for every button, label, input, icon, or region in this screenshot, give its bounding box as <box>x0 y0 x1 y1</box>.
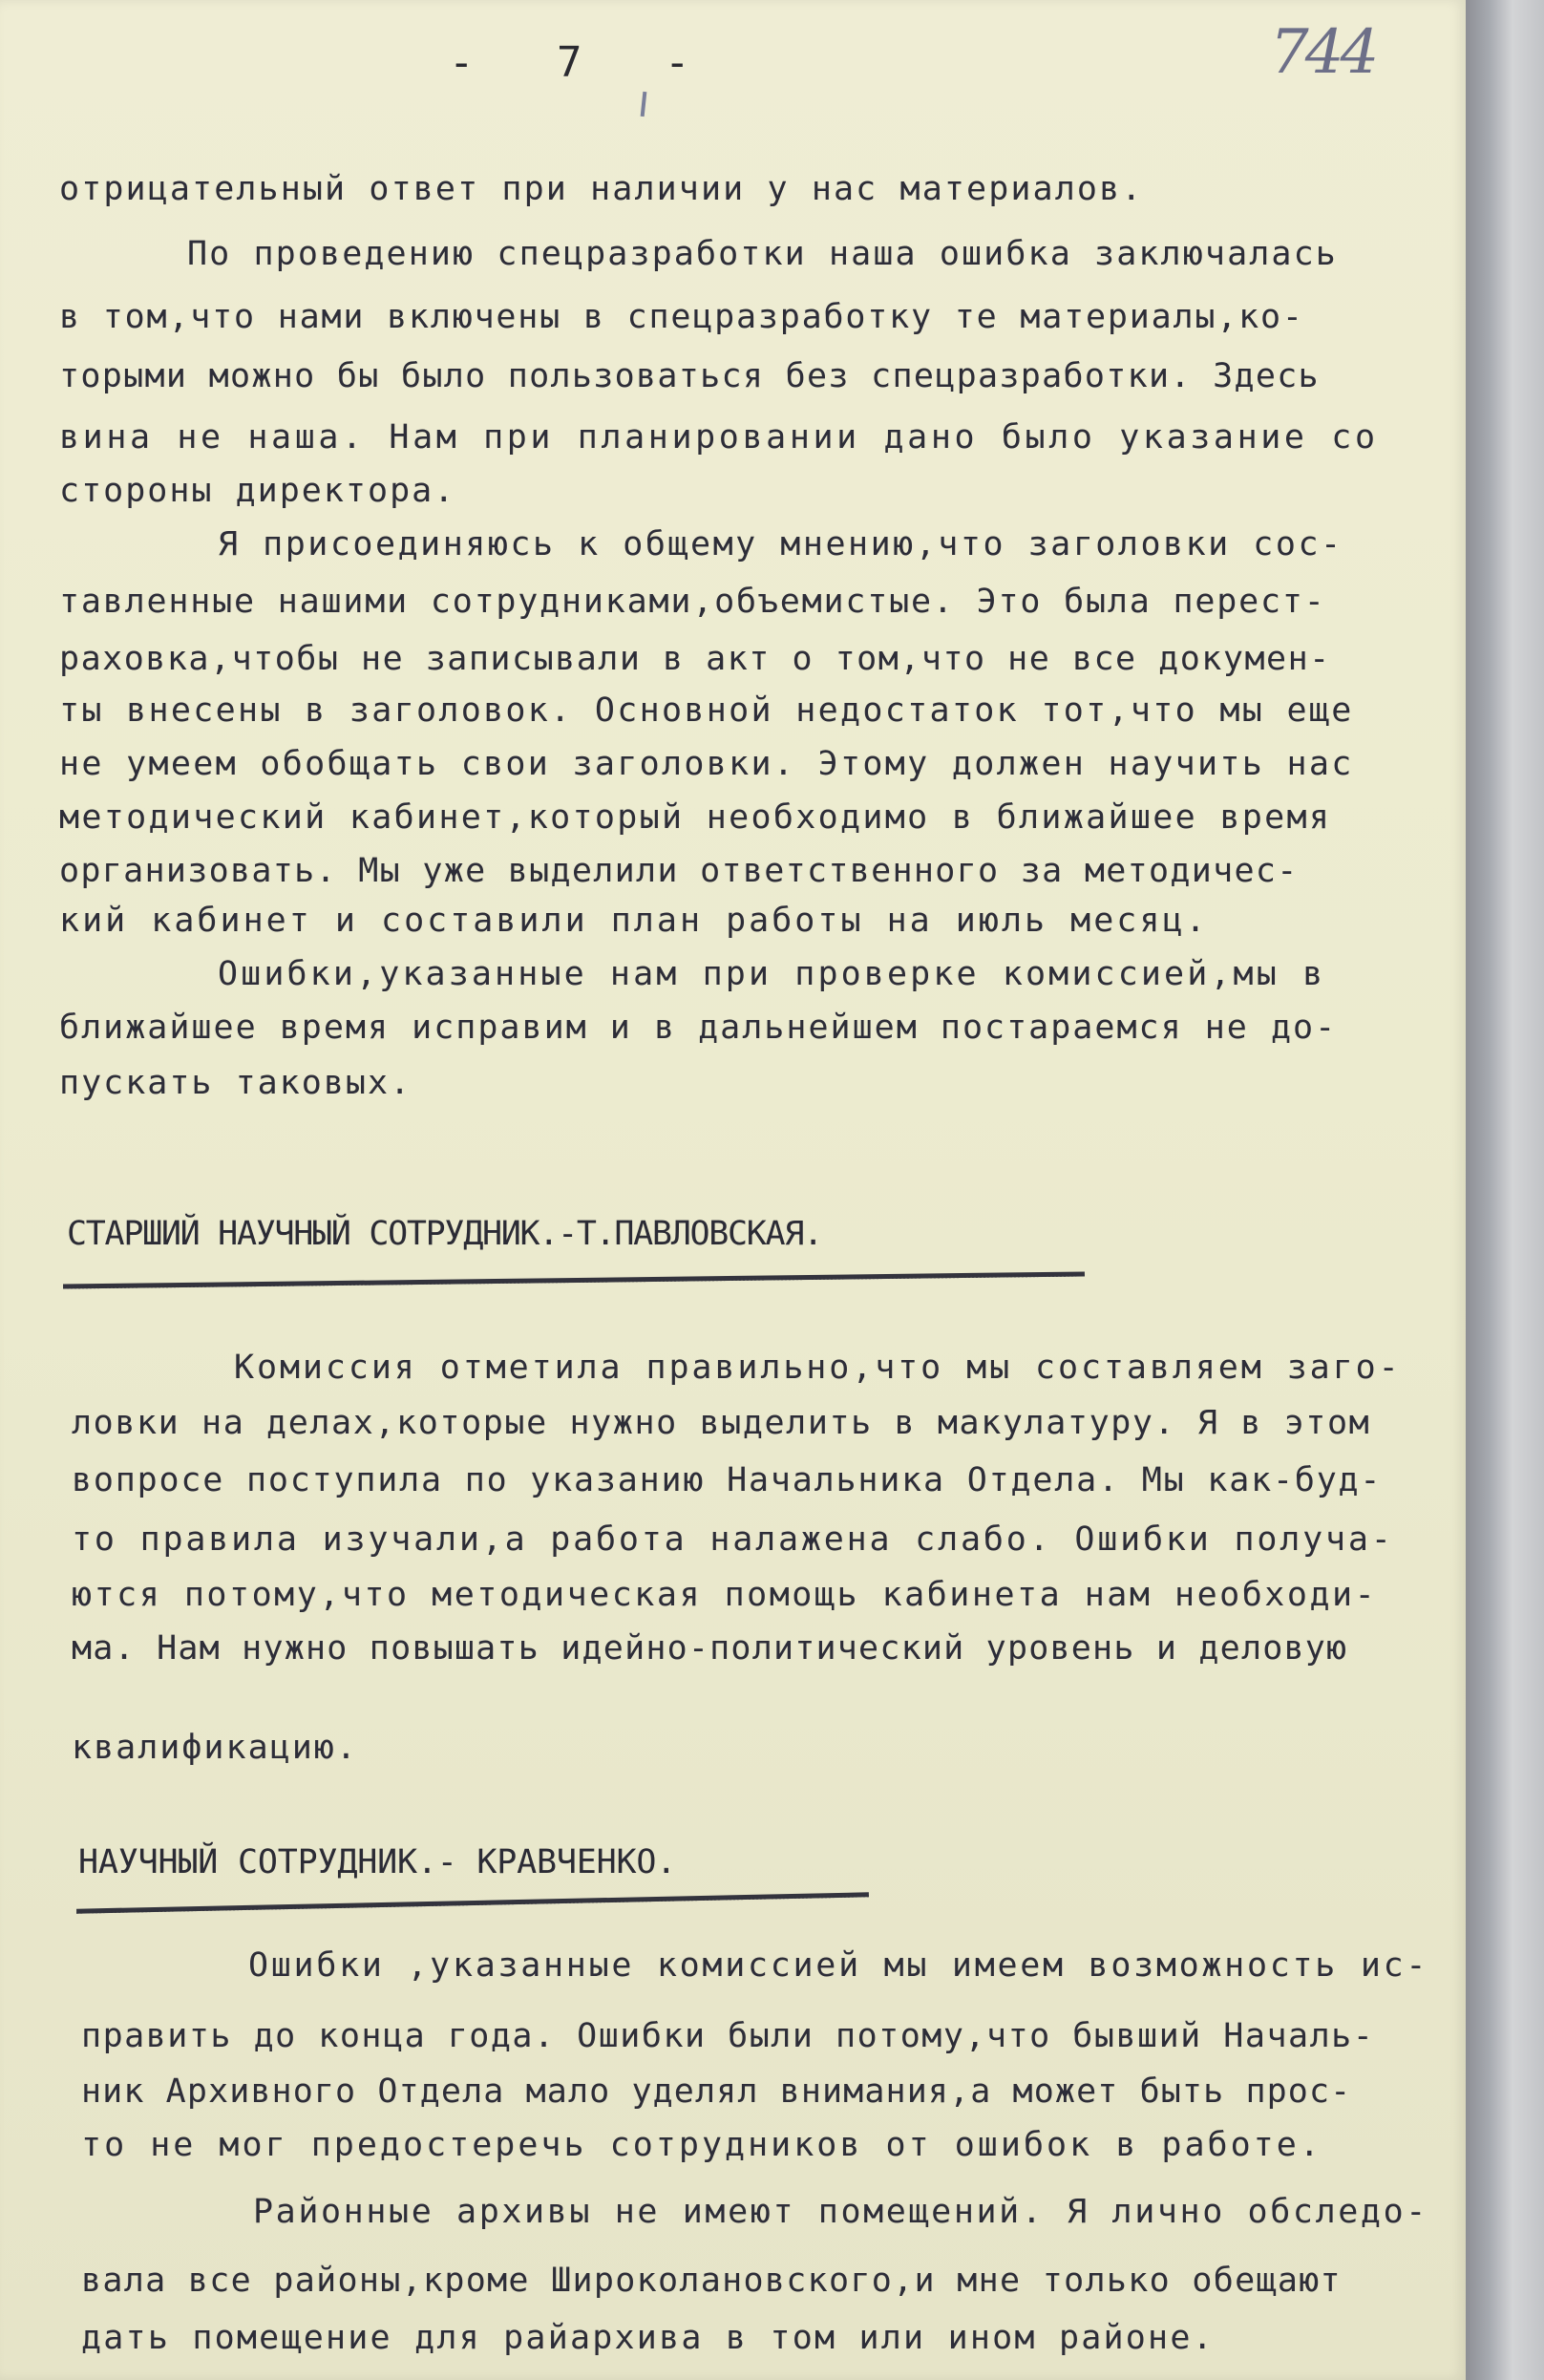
text-line: кий кабинет и составили план работы на июль месяц. <box>59 902 1209 940</box>
text-line: По проведению спецразработки наша ошибка заключалась <box>187 235 1338 273</box>
archive-folio-number: 744 <box>1270 17 1376 88</box>
text-line: квалификацию. <box>72 1729 358 1767</box>
speaker-heading: СТАРШИЙ НАУЧНЫЙ СОТРУДНИК.-Т.ПАВЛОВСКАЯ. <box>67 1215 822 1253</box>
text-line: отрицательный ответ при наличии у нас материалов. <box>59 170 1144 208</box>
pencil-tick-mark <box>641 92 647 117</box>
speaker-heading: НАУЧНЫЙ СОТРУДНИК.- КРАВЧЕНКО. <box>78 1843 677 1881</box>
text-line: организовать. Мы уже выделили ответственного за методичес- <box>59 852 1299 890</box>
text-line: Районные архивы не имеют помещений. Я лично обследо- <box>253 2193 1428 2231</box>
text-line: править до конца года. Ошибки были потому,что бывший Началь- <box>81 2017 1375 2055</box>
text-line: тавленные нашими сотрудниками,объемистые. Это была перест- <box>59 583 1326 621</box>
text-line: ма. Нам нужно повышать идейно-политический уровень и деловую <box>72 1629 1348 1668</box>
text-line: ник Архивного Отдела мало уделял внимания,а может быть прос- <box>81 2072 1352 2111</box>
text-line: Ошибки,указанные нам при проверке комиссией,мы в <box>218 955 1326 993</box>
background-edge <box>1466 0 1544 2380</box>
text-line: торыми можно бы было пользоваться без спецразработки. Здесь <box>59 357 1320 395</box>
heading-underline <box>76 1892 869 1913</box>
text-line: вина не наша. Нам при планировании дано было указание со <box>59 418 1379 457</box>
text-line: ются потому,что методическая помощь кабинета нам необходи- <box>72 1576 1378 1614</box>
heading-underline <box>63 1271 1085 1288</box>
text-line: дать помещение для райархива в том или ином районе. <box>81 2319 1215 2357</box>
text-line: Ошибки ,указанные комиссией мы имеем возможность ис- <box>248 1946 1429 1985</box>
text-line: в том,что нами включены в спецразработку те материалы,ко- <box>59 298 1304 336</box>
text-line: Я присоединяюсь к общему мнению,что заголовки сос- <box>218 525 1343 563</box>
text-line: раховка,чтобы не записывали в акт о том,что не все докумен- <box>59 640 1331 678</box>
text-line: ловки на делах,которые нужно выделить в макулатуру. Я в этом <box>72 1404 1371 1442</box>
text-line: стороны директора. <box>59 472 456 510</box>
text-line: вопросе поступила по указанию Начальника Отдела. Мы как-буд- <box>72 1461 1383 1499</box>
text-line: то не мог предостеречь сотрудников от ошибок в работе. <box>81 2126 1322 2164</box>
text-line: Комиссия отметила правильно,что мы составляем заго- <box>234 1349 1402 1387</box>
text-line: методический кабинет,который необходимо в ближайшее время <box>59 798 1332 837</box>
page-number: - 7 - <box>449 38 719 87</box>
text-line: пускать таковых. <box>59 1064 412 1102</box>
text-line: не умеем обобщать свои заголовки. Этому должен научить нас <box>59 745 1354 783</box>
text-line: ты внесены в заголовок. Основной недостаток тот,что мы еще <box>59 691 1354 730</box>
text-line: ближайшее время исправим и в дальнейшем постараемся не до- <box>59 1009 1338 1047</box>
text-line: то правила изучали,а работа налажена слабо. Ошибки получа- <box>72 1520 1394 1559</box>
text-line: вала все районы,кроме Широколановского,и мне только обещают <box>81 2262 1342 2300</box>
